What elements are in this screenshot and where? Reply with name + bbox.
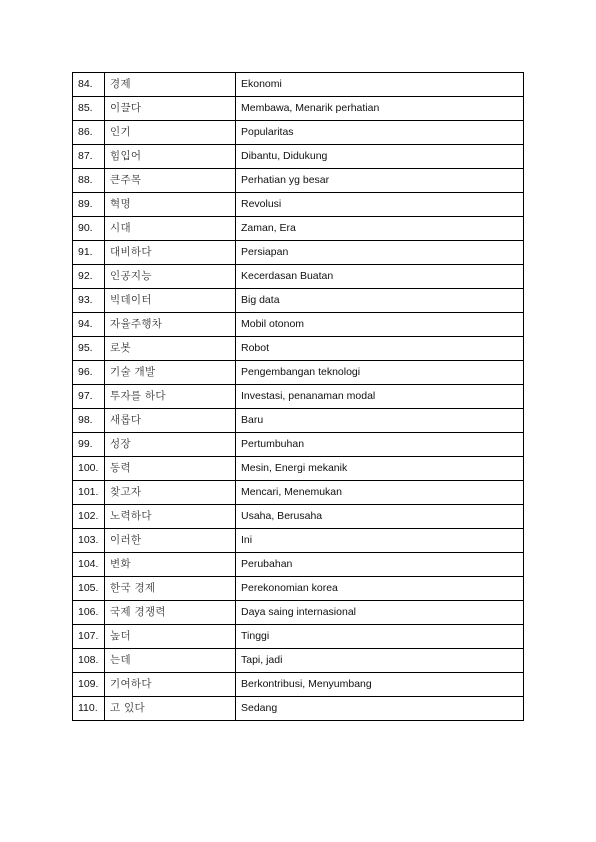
table-row (73, 385, 524, 409)
korean-term: 한국 경제 (105, 577, 236, 601)
korean-term: 혁명 (105, 193, 236, 217)
table-row (73, 433, 524, 457)
indonesian-meaning: Robot (236, 337, 524, 361)
row-number: 98. (73, 409, 105, 433)
indonesian-meaning: Perekonomian korea (236, 577, 524, 601)
vocabulary-table (72, 72, 524, 721)
table-row (73, 481, 524, 505)
korean-term: 찾고자 (105, 481, 236, 505)
korean-term: 새롭다 (105, 409, 236, 433)
indonesian-meaning: Mesin, Energi mekanik (236, 457, 524, 481)
table-row (73, 265, 524, 289)
korean-term: 인공지능 (105, 265, 236, 289)
row-number: 99. (73, 433, 105, 457)
row-number: 108. (73, 649, 105, 673)
indonesian-meaning: Pengembangan teknologi (236, 361, 524, 385)
table-row (73, 553, 524, 577)
korean-term: 경제 (105, 73, 236, 97)
row-number: 100. (73, 457, 105, 481)
indonesian-meaning: Big data (236, 289, 524, 313)
indonesian-meaning: Persiapan (236, 241, 524, 265)
korean-term: 로봇 (105, 337, 236, 361)
korean-term: 빅데이터 (105, 289, 236, 313)
korean-term: 노력하다 (105, 505, 236, 529)
korean-term: 힘입어 (105, 145, 236, 169)
indonesian-meaning: Tinggi (236, 625, 524, 649)
korean-term: 기술 개발 (105, 361, 236, 385)
row-number: 90. (73, 217, 105, 241)
table-row (73, 505, 524, 529)
row-number: 101. (73, 481, 105, 505)
table-row (73, 145, 524, 169)
indonesian-meaning: Sedang (236, 697, 524, 721)
row-number: 85. (73, 97, 105, 121)
indonesian-meaning: Baru (236, 409, 524, 433)
korean-term: 이러한 (105, 529, 236, 553)
indonesian-meaning: Ini (236, 529, 524, 553)
row-number: 86. (73, 121, 105, 145)
table-row (73, 97, 524, 121)
table-row (73, 697, 524, 721)
table-row (73, 289, 524, 313)
korean-term: 변화 (105, 553, 236, 577)
row-number: 94. (73, 313, 105, 337)
table-row (73, 625, 524, 649)
table-row (73, 601, 524, 625)
table-row (73, 649, 524, 673)
korean-term: 큰주목 (105, 169, 236, 193)
row-number: 95. (73, 337, 105, 361)
row-number: 102. (73, 505, 105, 529)
indonesian-meaning: Zaman, Era (236, 217, 524, 241)
indonesian-meaning: Pertumbuhan (236, 433, 524, 457)
indonesian-meaning: Revolusi (236, 193, 524, 217)
indonesian-meaning: Usaha, Berusaha (236, 505, 524, 529)
korean-term: 고 있다 (105, 697, 236, 721)
indonesian-meaning: Perubahan (236, 553, 524, 577)
indonesian-meaning: Berkontribusi, Menyumbang (236, 673, 524, 697)
table-row (73, 241, 524, 265)
table-row (73, 529, 524, 553)
vocabulary-table-body (73, 73, 524, 721)
row-number: 104. (73, 553, 105, 577)
row-number: 92. (73, 265, 105, 289)
indonesian-meaning: Tapi, jadi (236, 649, 524, 673)
korean-term: 인기 (105, 121, 236, 145)
row-number: 88. (73, 169, 105, 193)
row-number: 96. (73, 361, 105, 385)
indonesian-meaning: Investasi, penanaman modal (236, 385, 524, 409)
table-row (73, 73, 524, 97)
korean-term: 이끌다 (105, 97, 236, 121)
korean-term: 성장 (105, 433, 236, 457)
korean-term: 동력 (105, 457, 236, 481)
table-row (73, 217, 524, 241)
row-number: 84. (73, 73, 105, 97)
table-row (73, 193, 524, 217)
indonesian-meaning: Kecerdasan Buatan (236, 265, 524, 289)
row-number: 91. (73, 241, 105, 265)
korean-term: 대비하다 (105, 241, 236, 265)
indonesian-meaning: Popularitas (236, 121, 524, 145)
korean-term: 기여하다 (105, 673, 236, 697)
table-row (73, 361, 524, 385)
table-row (73, 337, 524, 361)
table-row (73, 577, 524, 601)
table-row (73, 169, 524, 193)
korean-term: 시대 (105, 217, 236, 241)
korean-term: 높더 (105, 625, 236, 649)
table-row (73, 457, 524, 481)
indonesian-meaning: Daya saing internasional (236, 601, 524, 625)
korean-term: 투자를 하다 (105, 385, 236, 409)
korean-term: 자율주행차 (105, 313, 236, 337)
table-row (73, 673, 524, 697)
table-row (73, 313, 524, 337)
row-number: 109. (73, 673, 105, 697)
row-number: 106. (73, 601, 105, 625)
table-row (73, 409, 524, 433)
row-number: 87. (73, 145, 105, 169)
korean-term: 는데 (105, 649, 236, 673)
row-number: 110. (73, 697, 105, 721)
row-number: 105. (73, 577, 105, 601)
row-number: 89. (73, 193, 105, 217)
row-number: 103. (73, 529, 105, 553)
row-number: 97. (73, 385, 105, 409)
indonesian-meaning: Ekonomi (236, 73, 524, 97)
row-number: 107. (73, 625, 105, 649)
indonesian-meaning: Membawa, Menarik perhatian (236, 97, 524, 121)
indonesian-meaning: Mobil otonom (236, 313, 524, 337)
indonesian-meaning: Dibantu, Didukung (236, 145, 524, 169)
row-number: 93. (73, 289, 105, 313)
indonesian-meaning: Mencari, Menemukan (236, 481, 524, 505)
table-row (73, 121, 524, 145)
korean-term: 국제 경쟁력 (105, 601, 236, 625)
indonesian-meaning: Perhatian yg besar (236, 169, 524, 193)
